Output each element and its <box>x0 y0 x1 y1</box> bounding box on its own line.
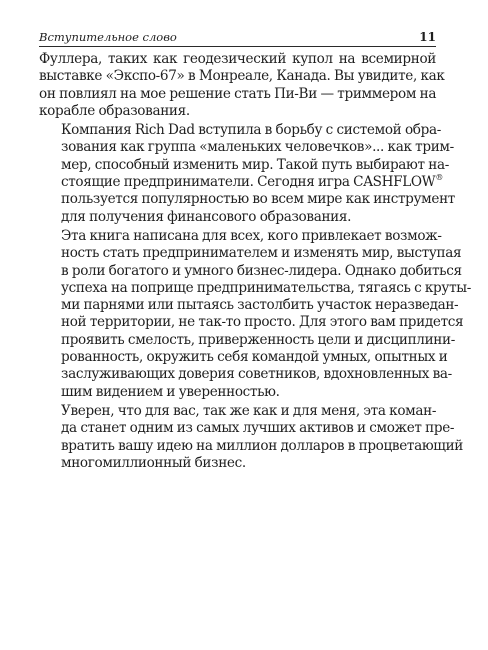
text-line: рованность, окружить себя командой умных, опытных и <box>61 349 448 366</box>
text-line: зования как группа «маленьких человечков»... как трим- <box>61 139 454 156</box>
paragraph-1 <box>39 51 445 120</box>
text-line: в роли богатого и умного бизнес-лидера. Однако добиться <box>61 262 462 279</box>
text-line: заслуживающих доверия советников, вдохновленных ва- <box>61 366 452 383</box>
paragraph-3 <box>39 227 471 401</box>
text-line: выставке «Экспо-67» в Монреале, Канада. Вы увидите, как <box>39 68 445 85</box>
text-line: Эта книга написана для всех, кого привлекает возмож- <box>61 227 442 244</box>
text-line-with-trademark <box>39 173 443 191</box>
text-line: Компания Rich Dad вступила в борьбу с системой обра- <box>61 122 441 139</box>
text-line: успеха на поприще предпринимательства, тягаясь с круты- <box>61 279 471 296</box>
text-line: вратить вашу идею на миллион долларов в процветающий <box>61 437 464 454</box>
text-line: многомиллионный бизнес. <box>61 454 246 471</box>
text-line: ность стать предпринимателем и изменять мир, выступая <box>61 245 462 262</box>
paragraph-2 <box>39 122 455 226</box>
paragraph-4 <box>39 402 464 472</box>
text-line: корабле образования. <box>39 102 190 119</box>
running-header-section-title: Вступительное слово <box>39 30 177 44</box>
page-number: 11 <box>419 30 436 44</box>
text-line: мер, способный изменить мир. Такой путь выбирают на- <box>61 156 449 173</box>
text-line: Фуллера, таких как геодезический купол на всемирной <box>39 51 436 67</box>
text-line: пользуется популярностью во всем мире как инструмент <box>61 191 455 208</box>
text-line: ми парнями или пытаясь застолбить участок неразведан- <box>61 297 459 314</box>
text-line: Уверен, что для вас, так же как и для меня, эта коман- <box>61 402 437 419</box>
running-header <box>39 30 436 47</box>
text-line: для получения финансового образования. <box>61 208 352 225</box>
registered-trademark-mark: ® <box>435 173 443 183</box>
text-line: проявить смелость, приверженность цели и дисциплини- <box>61 331 455 348</box>
text-line: да станет одним из самых лучших активов и сможет пре- <box>61 420 455 437</box>
body-text <box>39 51 471 472</box>
text-line: ной территории, не так-то просто. Для этого вам придется <box>61 314 464 331</box>
text-line: шим видением и уверенностью. <box>61 383 280 400</box>
book-page <box>39 30 471 472</box>
text-line: он повлиял на мое решение стать Пи-Ви — триммером на <box>39 85 437 102</box>
text-line-content: стоящие предприниматели. Сегодня игра CASHFLOW <box>61 174 436 191</box>
